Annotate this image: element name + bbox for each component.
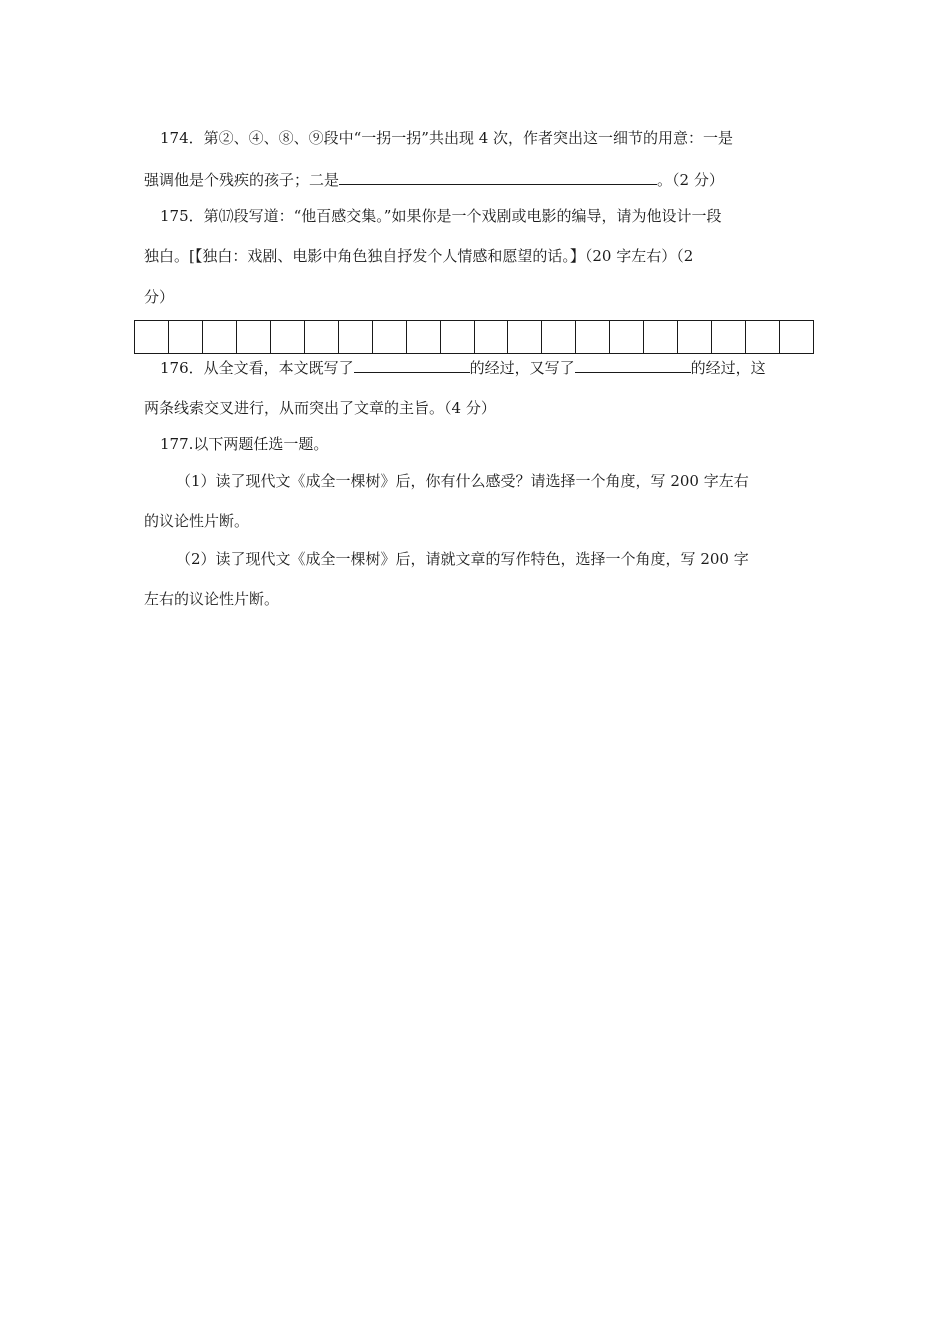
grid-cell[interactable] <box>610 321 644 353</box>
q175-line3: 分） <box>144 288 175 306</box>
q177-option2-line1: （2）读了现代文《成全一棵树》后，请就文章的写作特色，选择一个角度，写 200 字 <box>176 550 749 568</box>
q176-blank-2[interactable] <box>575 357 691 373</box>
grid-cell[interactable] <box>712 321 746 353</box>
grid-cell[interactable] <box>780 321 813 353</box>
grid-cell[interactable] <box>441 321 475 353</box>
grid-cell[interactable] <box>339 321 373 353</box>
grid-cell[interactable] <box>644 321 678 353</box>
q174-answer-blank[interactable] <box>339 169 657 185</box>
q176-text-c: 的经过，这 <box>690 359 766 377</box>
grid-cell[interactable] <box>508 321 542 353</box>
grid-cell[interactable] <box>135 321 169 353</box>
grid-cell[interactable] <box>678 321 712 353</box>
grid-cell[interactable] <box>203 321 237 353</box>
q176-text-a: 176．从全文看，本文既写了 <box>160 359 354 377</box>
grid-cell[interactable] <box>169 321 203 353</box>
grid-cell[interactable] <box>271 321 305 353</box>
grid-cell[interactable] <box>576 321 610 353</box>
grid-cell[interactable] <box>746 321 780 353</box>
grid-cell[interactable] <box>305 321 339 353</box>
q176-blank-1[interactable] <box>354 357 470 373</box>
q175-line1: 175．第⒄段写道：“他百感交集。”如果你是一个戏剧或电影的编导，请为他设计一段 <box>160 207 722 225</box>
grid-cell[interactable] <box>237 321 271 353</box>
q176-line1 <box>160 357 766 378</box>
grid-cell[interactable] <box>475 321 509 353</box>
q177-option2-line2: 左右的议论性片断。 <box>144 590 280 608</box>
q176-line2: 两条线索交叉进行，从而突出了文章的主旨。（4 分） <box>144 399 496 417</box>
grid-cell[interactable] <box>542 321 576 353</box>
q176-text-b: 的经过，又写了 <box>469 359 575 377</box>
q175-line2: 独白。[【独白：戏剧、电影中角色独自抒发个人情感和愿望的话。】（20 字左右）（2 <box>144 247 694 265</box>
q174-line2-prefix: 强调他是个残疾的孩子；二是 <box>144 171 340 189</box>
grid-cell[interactable] <box>373 321 407 353</box>
q177-title: 177.以下两题任选一题。 <box>160 435 329 453</box>
q174-line2 <box>144 169 724 190</box>
q175-answer-grid[interactable] <box>134 320 814 354</box>
grid-cell[interactable] <box>407 321 441 353</box>
q177-option1-line1: （1）读了现代文《成全一棵树》后，你有什么感受？请选择一个角度，写 200 字左右 <box>176 472 749 490</box>
q174-line2-suffix: 。（2 分） <box>657 171 724 189</box>
q177-option1-line2: 的议论性片断。 <box>144 512 250 530</box>
q174-line1: 174．第②、④、⑧、⑨段中“一拐一拐”共出现 4 次，作者突出这一细节的用意：一是 <box>160 129 734 147</box>
